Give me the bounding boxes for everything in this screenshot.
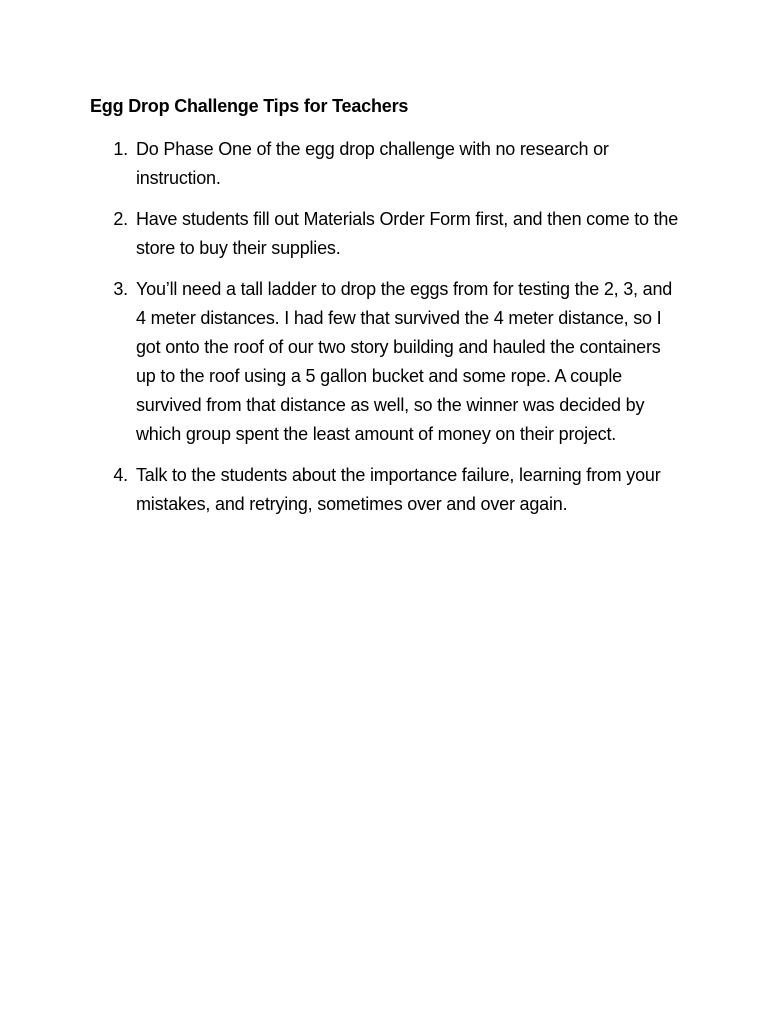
list-item-number: 4.	[113, 465, 128, 485]
list-item	[90, 135, 680, 193]
list-item-text: Have students fill out Materials Order Form first, and then come to the store to buy their supplies.	[136, 209, 679, 258]
list-item	[90, 461, 680, 519]
list-item-text: You’ll need a tall ladder to drop the eggs from for testing the 2, 3, and 4 meter distances. I had few that survived the 4 meter distance, so I got onto the roof of our two story building and hauled the containers up to the roof using a 5 gallon bucket and some rope. A couple survived from that distance as well, so the winner was decided by which group spent the least amount of money on their project.	[136, 279, 673, 444]
list-item-text: Do Phase One of the egg drop challenge with no research or instruction.	[136, 139, 609, 188]
list-item-number: 1.	[113, 139, 128, 159]
list-item	[90, 205, 680, 263]
list-item-text: Talk to the students about the importance failure, learning from your mistakes, and retrying, sometimes over and over again.	[136, 465, 661, 514]
list-item	[90, 275, 680, 449]
list-item-number: 2.	[113, 209, 128, 229]
document-title: Egg Drop Challenge Tips for Teachers	[90, 96, 409, 116]
list-item-number: 3.	[113, 279, 128, 299]
tips-list	[90, 135, 680, 531]
